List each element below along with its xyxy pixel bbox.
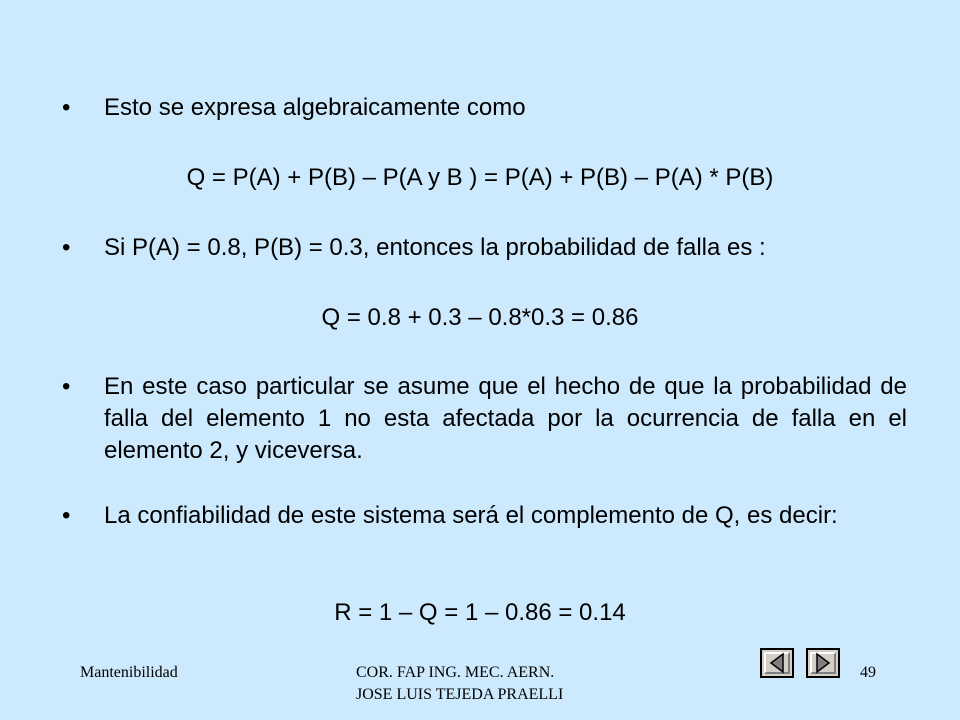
formula-reliability: R = 1 – Q = 1 – 0.86 = 0.14 bbox=[334, 599, 626, 626]
bullet-item-3 bbox=[62, 371, 907, 467]
bullet-text: Esto se expresa algebraicamente como bbox=[104, 94, 526, 121]
previous-slide-button[interactable] bbox=[760, 648, 794, 678]
triangle-left-icon bbox=[762, 650, 792, 676]
bullet-text: Si P(A) = 0.8, P(B) = 0.3, entonces la probabilidad de falla es : bbox=[104, 234, 766, 261]
bullet-point: • bbox=[62, 373, 71, 400]
bullet-text: En este caso particular se asume que el hecho de que la probabilidad de falla del elemento 1 no esta afectada por la ocurrencia de falla en el elemento 2, y viceversa. bbox=[104, 373, 907, 464]
bullet-item-1 bbox=[62, 92, 907, 124]
bullet-item-2 bbox=[62, 232, 907, 264]
footer-author-line-2: JOSE LUIS TEJEDA PRAELLI bbox=[356, 686, 564, 703]
bullet-point: • bbox=[62, 94, 71, 121]
bullet-item-4 bbox=[62, 500, 907, 532]
triangle-right-icon bbox=[808, 650, 838, 676]
formula-failure-probability: Q = 0.8 + 0.3 – 0.8*0.3 = 0.86 bbox=[321, 304, 639, 331]
page-number: 49 bbox=[860, 664, 876, 681]
footer-author-line-1: COR. FAP ING. MEC. AERN. bbox=[356, 664, 555, 681]
next-slide-button[interactable] bbox=[806, 648, 840, 678]
footer-author bbox=[356, 662, 656, 706]
footer-course-title: Mantenibilidad bbox=[80, 664, 178, 681]
bullet-text: La confiabilidad de este sistema será el complemento de Q, es decir: bbox=[104, 502, 838, 529]
formula-union-probability: Q = P(A) + P(B) – P(A y B ) = P(A) + P(B) – P(A) * P(B) bbox=[186, 164, 774, 191]
bullet-point: • bbox=[62, 234, 71, 261]
bullet-point: • bbox=[62, 502, 71, 529]
